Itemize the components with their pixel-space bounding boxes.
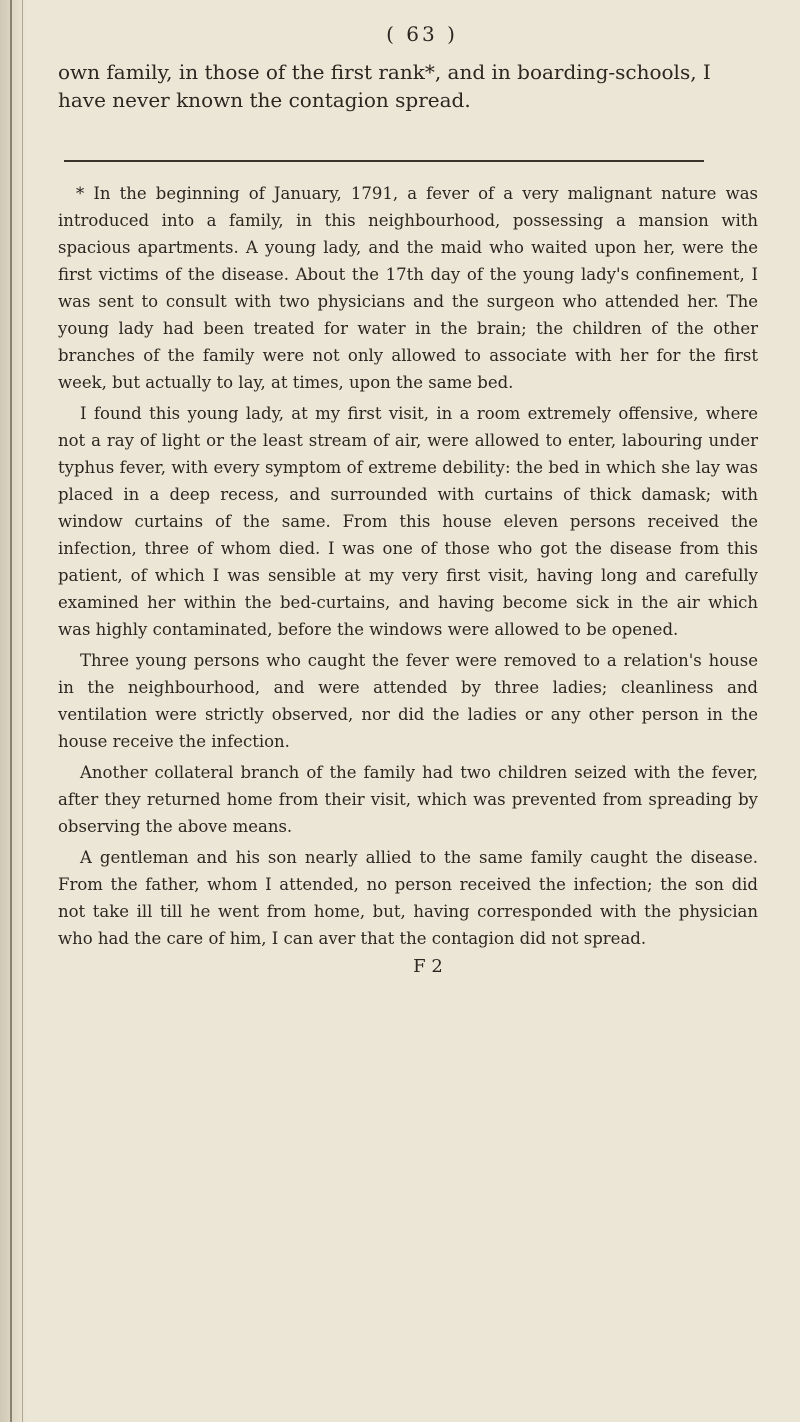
footnote-paragraph: I found this young lady, at my first visit, in a room extremely offensive, where not a ray of light or the least stream of air, were allowed to enter, labouring under typhus fever, with every symptom of extreme debility: the bed in which she lay was placed in a deep recess, and surrounded with curtains of thick damask; with window curtains of the same. From this house eleven persons received the infection, three of whom died. I was one of those who got the disease from this patient, of which I was sensible at my very first visit, having long and carefully examined her within the bed-curtains, and having become sick in the air which was highly contaminated, before the windows were allowed to be opened. <box>58 404 758 639</box>
footnote-paragraph: Another collateral branch of the family had two children seized with the fever, after they returned home from their visit, which was prevented from spreading by observing the above means. <box>58 763 758 836</box>
main-text: own family, in those of the first rank*, and in boarding-schools, I have never known the contagion spread. <box>58 60 711 112</box>
footnote-paragraph: A gentleman and his son nearly allied to the same family caught the disease. From the father, whom I attended, no person received the infection; the son did not take ill till he went from home, but, having corresponded with the physician who had the care of him, I can aver that the contagion did not spread. <box>58 848 758 948</box>
binding-edge-line <box>10 0 12 1422</box>
footnote <box>58 180 758 952</box>
footnote-paragraph: * In the beginning of January, 1791, a fever of a very malignant nature was introduced into a family, in this neighbourhood, possessing a mansion with spacious apartments. A young lady, and the maid who waited upon her, were the first victims of the disease. About the 17th day of the young lady's confinement, I was sent to consult with two physicians and the surgeon who attended her. The young lady had been treated for water in the brain; the children of the other branches of the family were not only allowed to associate with her for the first week, but actually to lay, at times, upon the same bed. <box>58 184 758 392</box>
binding-edge-line-inner <box>22 0 23 1422</box>
footnote-paragraph: Three young persons who caught the fever were removed to a relation's house in the neighbourhood, and were attended by three ladies; cleanliness and ventilation were strictly observed, nor did the ladies or any other person in the house receive the infection. <box>58 651 758 751</box>
signature-mark: F 2 <box>413 956 443 977</box>
page-number: ( 63 ) <box>386 22 458 46</box>
book-page <box>58 0 758 1422</box>
footnote-rule <box>64 160 704 162</box>
